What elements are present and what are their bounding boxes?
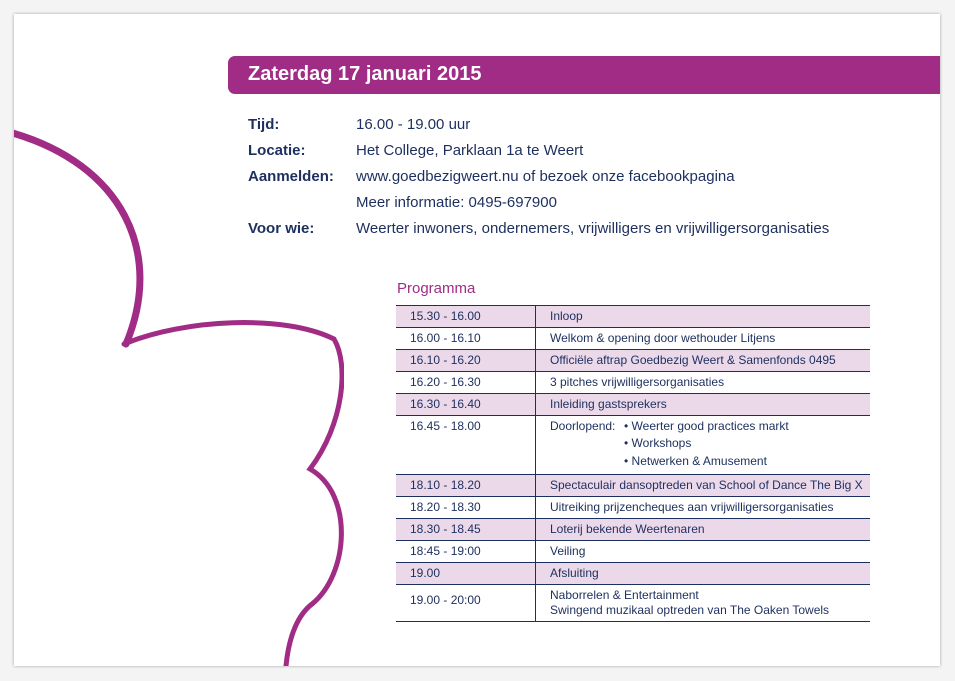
row-time: 18:45 - 19:00 [396,541,536,563]
row-activity: Officiële aftrap Goedbezig Weert & Samenfonds 0495 [536,350,871,372]
row-activity: Spectaculair dansoptreden van School of Dance The Big X [536,475,871,497]
list-item: • Netwerken & Amusement [624,454,767,468]
row-time: 16.10 - 16.20 [396,350,536,372]
row-time: 16.00 - 16.10 [396,328,536,350]
flyer-page [14,14,940,666]
decorative-swirl [14,14,344,666]
table-row [396,475,870,497]
row-time: 16.45 - 18.00 [396,416,536,475]
programma-title: Programma [397,280,476,297]
table-row [396,519,870,541]
info-label: Locatie: [248,142,306,159]
row-activity-line: Swingend muzikaal optreden van The Oaken Towels [550,603,830,617]
swirl-upper-arc [14,132,140,344]
info-label: Aanmelden: [248,168,334,185]
ongoing-label: Doorlopend: [550,419,616,433]
row-activity: Veiling [536,541,871,563]
row-activity: Loterij bekende Weertenaren [536,519,871,541]
row-activity: Welkom & opening door wethouder Litjens [536,328,871,350]
list-item: • Weerter good practices markt [624,419,789,433]
info-value: 16.00 - 19.00 uur [356,116,471,133]
row-activity: Afsluiting [536,563,871,585]
row-time: 18.30 - 18.45 [396,519,536,541]
row-activity-line: Naborrelen & Entertainment [550,588,699,602]
info-label: Tijd: [248,116,280,133]
table-row [396,416,870,475]
table-row [396,541,870,563]
table-row [396,372,870,394]
info-value: Meer informatie: 0495-697900 [356,194,557,211]
table-row [396,394,870,416]
info-value: Weerter inwoners, ondernemers, vrijwilligers en vrijwilligersorganisaties [356,220,830,237]
swirl-lower-arc [124,323,342,666]
info-value: Het College, Parklaan 1a te Weert [356,142,584,159]
row-time: 16.30 - 16.40 [396,394,536,416]
table-row [396,497,870,519]
list-item: • Workshops [624,436,692,450]
row-time: 16.20 - 16.30 [396,372,536,394]
row-activity [536,585,871,622]
row-activity [536,416,871,475]
row-activity: 3 pitches vrijwilligersorganisaties [536,372,871,394]
table-row [396,328,870,350]
info-label: Voor wie: [248,220,315,237]
table-row [396,306,870,328]
programma-table [396,305,870,622]
info-value: www.goedbezigweert.nu of bezoek onze facebookpagina [356,168,735,185]
row-activity: Inloop [536,306,871,328]
ongoing-list [624,419,789,470]
date-title: Zaterdag 17 januari 2015 [248,63,482,85]
row-time: 15.30 - 16.00 [396,306,536,328]
row-time: 18.10 - 18.20 [396,475,536,497]
date-banner [228,56,940,94]
row-activity: Inleiding gastsprekers [536,394,871,416]
row-activity: Uitreiking prijzencheques aan vrijwilligersorganisaties [536,497,871,519]
row-time: 19.00 [396,563,536,585]
ongoing-block [550,419,870,470]
row-time: 18.20 - 18.30 [396,497,536,519]
table-row [396,350,870,372]
table-row [396,563,870,585]
row-time: 19.00 - 20:00 [396,585,536,622]
table-row [396,585,870,622]
